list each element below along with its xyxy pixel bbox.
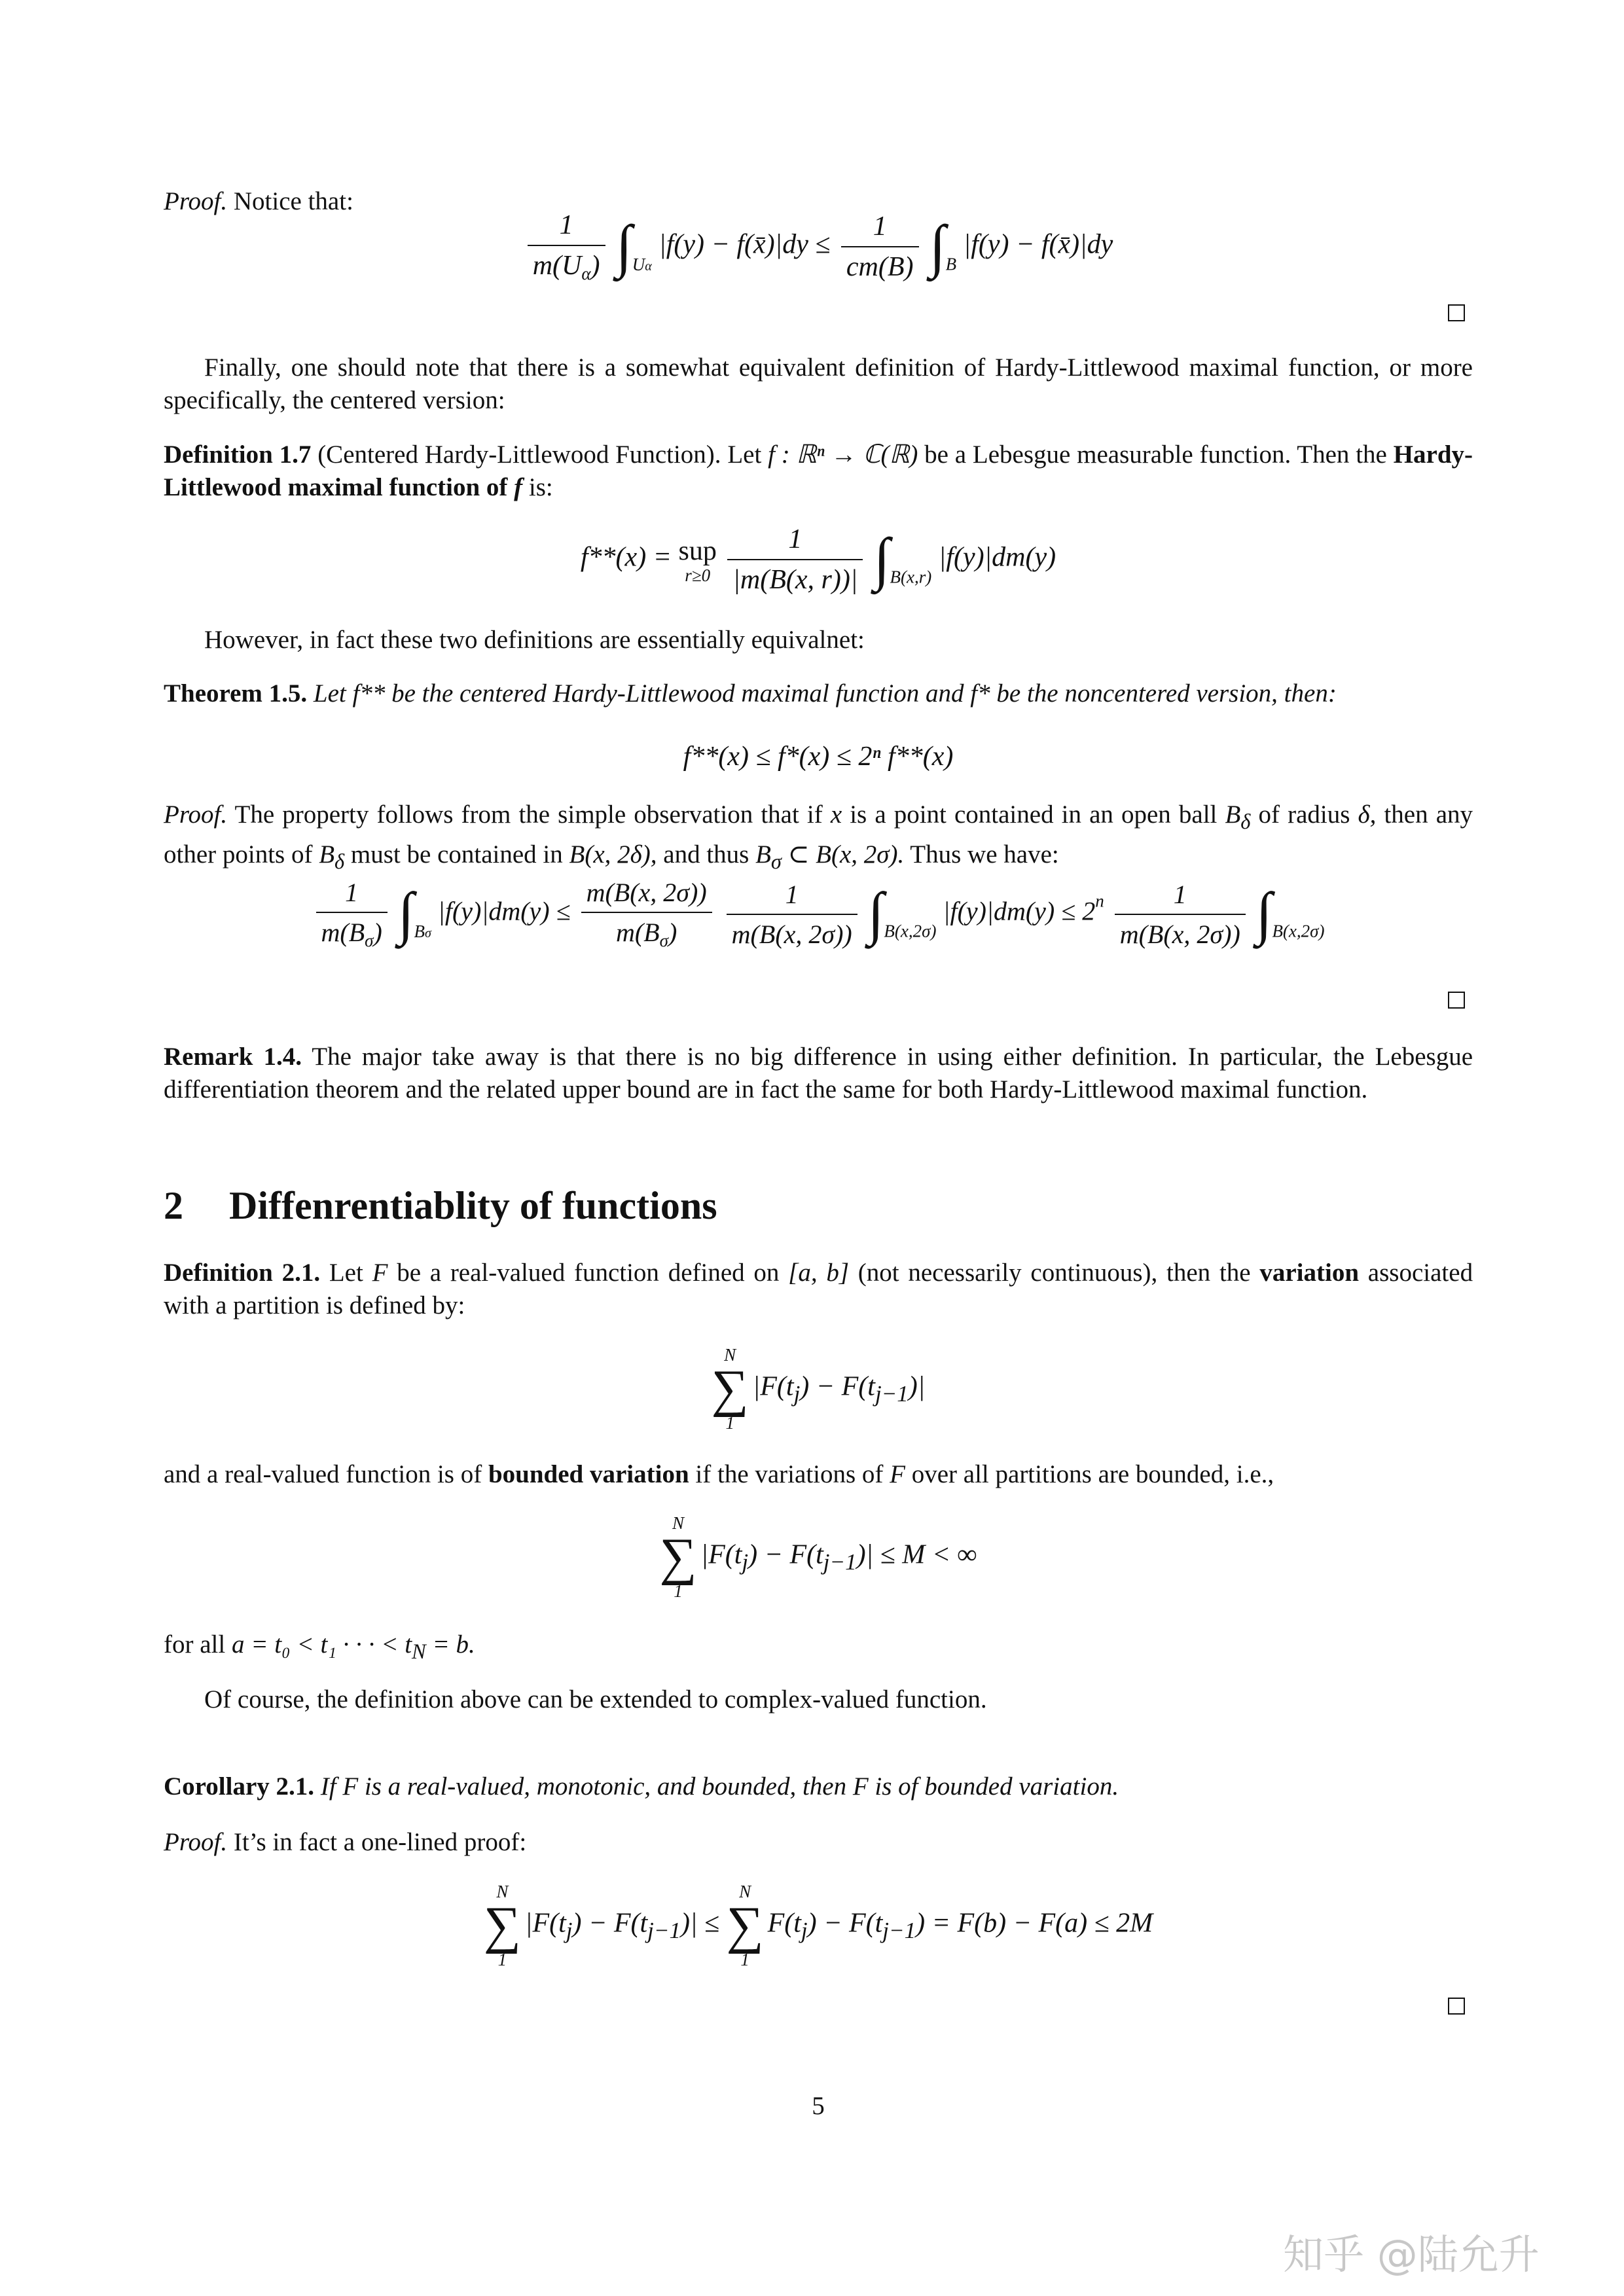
integral-sign: ∫ [929,214,946,279]
qed-square-icon [1448,1998,1465,2015]
corollary-2-1: Corollary 2.1. If F is a real-valued, monotonic, and bounded, then F is of bounded variation. [164,1772,1119,1801]
remark-1-4: Remark 1.4. The major take away is that there is no big difference in using either definition. In particular, the Lebesgue differentiation theorem and the related upper bound are in fact the same for both Hardy-Littlewood maximal function. [164,1043,1473,1103]
definition-1-7: Definition 1.7 (Centered Hardy-Littlewood Function). Let f : ℝⁿ → ℂ(ℝ) be a Lebesgue measurable function. Then the Hardy-Littlewood maximal function of f is: [164,440,1473,501]
fraction: $\frac{1}{m(B_\sigma)}$ [316,877,388,951]
integral-sign: ∫ [397,881,414,946]
fraction: $\frac{1}{|m(B(x, r))|}$ [727,524,863,596]
equation-maximal-inequality: f**(x) ≤ f*(x) ≤ 2ⁿ f**(x) [683,742,954,772]
section-heading: 2 Diffenrentiablity of functions [164,1184,717,1227]
equation-centered-maximal: f**(x) = sup r≥0 $\frac{1}{|m(B(x, r))|}$ $\int_{B(x,r)}$ |f(y)|dm(y) [580,524,1056,595]
qed-square-icon [1448,304,1465,321]
equation-bounded-sum: N ∑ 1 $|F(t_j) - F(t_{j-1})| \le M$ < ∞ [659,1513,977,1601]
equation-average-integral: $\frac{1}{m(U_\alpha)}$ $\int_{U\alpha}$ |f(y) − f(x̄)|dy ≤ $\frac{1}{cm(B)}$ $\int_B$ |f(y) − f(x̄)|dy [164,209,1473,284]
integrand: |f(y) − f(x̄)|dy ≤ [659,229,831,260]
paper-page [164,0,1473,2296]
summation-sign: N ∑ 1 [726,1882,764,1969]
paragraph-however: However, in fact these two definitions are essentially equivalnet: [204,626,865,654]
sup-operator: sup r≥0 [678,536,717,585]
proof-3: Proof. It’s in fact a one-lined proof: [164,1828,527,1856]
paragraph-finally: Finally, one should note that there is a somewhat equivalent definition of Hardy-Littlewood maximal function, or more specifically, the centered version: [164,353,1473,414]
equation-ball-comparison: $\frac{1}{m(B_\sigma)}$ $\int_{B\sigma}$ |f(y)|dm(y) ≤ $\frac{m(B(x, 2\sigma))}{m(B_\sigma)}$ $\frac{1}{m(B(x, 2\sigma))}$ $\int_{B(x,2\sigma)}$ $|f(y)|dm(y) \le 2^n$ $\frac{1}{m(B(x, 2\sigma))}$ $\int_{B(x,2\sigma)}$ [164,877,1473,951]
paragraph-bounded-variation: and a real-valued function is of bounded variation if the variations of F over all partitions are bounded, i.e., [164,1460,1274,1488]
definition-2-1: Definition 2.1. Let F be a real-valued function defined on [a, b] (not necessarily continuous), then the variation associated with a partition is defined by: [164,1259,1473,1319]
page-number: 5 [812,2092,825,2120]
equation-variation-sum: N ∑ 1 $|F(t_j) - F(t_{j-1})|$ [711,1345,926,1433]
integral-sign: ∫ [616,214,632,279]
fraction: $\frac{1}{cm(B)}$ [841,211,919,283]
paragraph-for-all: for all a = t₀ < t₁ · · · < $t_N = b$. [164,1630,475,1664]
integrand: |f(y) − f(x̄)|dy [963,229,1113,260]
summation-sign: N ∑ 1 [483,1882,521,1969]
equation-monotone-proof: N ∑ 1 $|F(t_j) - F(t_{j-1})|$ ≤ N ∑ 1 $F(t_j) - F(t_{j-1}) = F(b) - F(a) \le 2M$ [483,1882,1153,1969]
fraction: $\frac{1}{m(B(x, 2\sigma))}$ [1115,879,1246,950]
summation-sign: N ∑ 1 [659,1513,697,1601]
qed-square-icon [1448,992,1465,1009]
integral-sign: ∫ [1255,881,1272,946]
fraction: $\frac{1}{m(U_\alpha)}$ [528,209,605,284]
summation-sign: N ∑ 1 [711,1345,749,1433]
paragraph-of-course: Of course, the definition above can be extended to complex-valued function. [204,1685,987,1713]
fraction: $\frac{m(B(x, 2\sigma))}{m(B_\sigma)}$ [581,877,712,951]
proof-2: Proof. The property follows from the simple observation that if x is a point contained in an open ball $B_\delta$ of radius δ, then any other points of $B_\delta$ must be contained in B(x, 2δ), and thus $B_\sigma$ ⊂ B(x, 2σ). Thus we have: [164,800,1473,874]
integral-sign: ∫ [867,881,884,946]
theorem-1-5: Theorem 1.5. Let f** be the centered Hardy-Littlewood maximal function and f* be the noncentered version, then: [164,679,1337,708]
proof-label: Proof. [164,187,228,215]
integral-sign: ∫ [873,527,890,592]
zhihu-watermark: 知乎 @陆允升 [1283,2231,1540,2278]
proof-text: Notice that: [233,187,353,215]
fraction: $\frac{1}{m(B(x, 2\sigma))}$ [727,879,857,950]
